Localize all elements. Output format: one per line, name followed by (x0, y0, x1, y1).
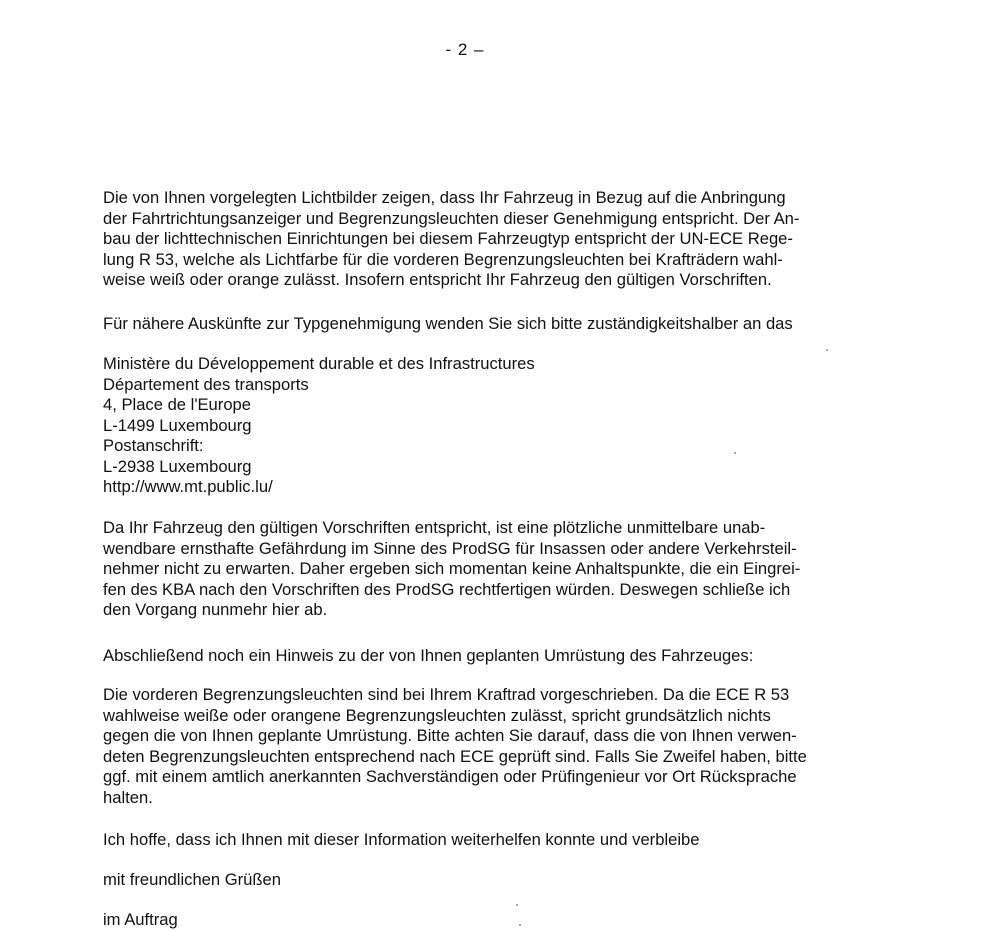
closing-salutation (103, 870, 873, 891)
address-postal-city: L-2938 Luxembourg (103, 456, 252, 476)
text-line: halten. (103, 787, 153, 807)
address-block (103, 354, 873, 498)
paragraph-closing-remark (103, 830, 873, 851)
page-number: - 2 – (445, 40, 485, 59)
scan-speck (519, 924, 521, 926)
address-street: 4, Place de l'Europe (103, 395, 251, 414)
scan-speck (516, 904, 518, 906)
text-line: gegen die von Ihnen geplante Umrüstung. Bitte achten Sie darauf, dass die von Ihnen verwen- (103, 726, 797, 745)
paragraph-type-approval-contact (103, 314, 873, 335)
text-line: deten Begrenzungsleuchten entsprechend nach ECE geprüft sind. Falls Sie Zweifel haben, bitte (103, 746, 807, 766)
text-line: Abschließend noch ein Hinweis zu der von Ihnen geplanten Umrüstung des Fahrzeuges: (103, 646, 754, 665)
scan-speck (734, 452, 736, 454)
paragraph-prodsg-assessment (103, 518, 873, 621)
signature-line (103, 910, 873, 931)
text-line: mit freundlichen Grüßen (103, 870, 282, 889)
text-line: der Fahrtrichtungsanzeiger und Begrenzungsleuchten dieser Genehmigung entspricht. Der An- (103, 208, 800, 228)
paragraph-conversion-note-intro (103, 646, 873, 667)
paragraph-photo-assessment (103, 188, 873, 291)
scan-speck (826, 349, 828, 351)
address-city: L-1499 Luxembourg (103, 415, 252, 435)
text-line: wendbare ernsthafte Gefährdung im Sinne des ProdSG für Insassen oder andere Verkehrsteil- (103, 538, 797, 558)
text-line: lung R 53, welche als Lichtfarbe für die vorderen Begrenzungsleuchten bei Krafträdern wahl- (103, 249, 783, 269)
paragraph-conversion-note (103, 685, 873, 808)
text-line: Ich hoffe, dass ich Ihnen mit dieser Information weiterhelfen konnte und verbleibe (103, 830, 700, 849)
address-department: Département des transports (103, 374, 309, 394)
address-postal-label: Postanschrift: (103, 436, 204, 455)
address-ministry: Ministère du Développement durable et des Infrastructures (103, 354, 535, 373)
text-line: fen des KBA nach den Vorschriften des ProdSG rechtfertigen würden. Deswegen schließe ich (103, 579, 791, 599)
text-line: den Vorgang nunmehr hier ab. (103, 600, 328, 619)
text-line: weise weiß oder orange zulässt. Insofern entspricht Ihr Fahrzeug den gültigen Vorschriften. (103, 270, 772, 289)
text-line: wahlweise weiße oder orangene Begrenzungsleuchten zulässt, spricht grundsätzlich nichts (103, 705, 771, 725)
text-line: bau der lichttechnischen Einrichtungen bei diesem Fahrzeugtyp entspricht der UN-ECE Rege- (103, 229, 793, 248)
address-website: http://www.mt.public.lu/ (103, 477, 273, 496)
text-line: nehmer nicht zu erwarten. Daher ergeben sich momentan keine Anhaltspunkte, die ein Eingrei- (103, 559, 801, 578)
text-line: im Auftrag (103, 910, 178, 929)
text-line: Die vorderen Begrenzungsleuchten sind bei Ihrem Kraftrad vorgeschrieben. Da die ECE R 53 (103, 685, 790, 704)
text-line: Die von Ihnen vorgelegten Lichtbilder zeigen, dass Ihr Fahrzeug in Bezug auf die Anbringung (103, 188, 786, 207)
text-line: Da Ihr Fahrzeug den gültigen Vorschriften entspricht, ist eine plötzliche unmittelbare unab- (103, 518, 766, 537)
text-line: Für nähere Auskünfte zur Typgenehmigung wenden Sie sich bitte zuständigkeitshalber an das (103, 314, 793, 333)
text-line: ggf. mit einem amtlich anerkannten Sachverständigen oder Prüfingenieur vor Ort Rücksprache (103, 767, 797, 786)
